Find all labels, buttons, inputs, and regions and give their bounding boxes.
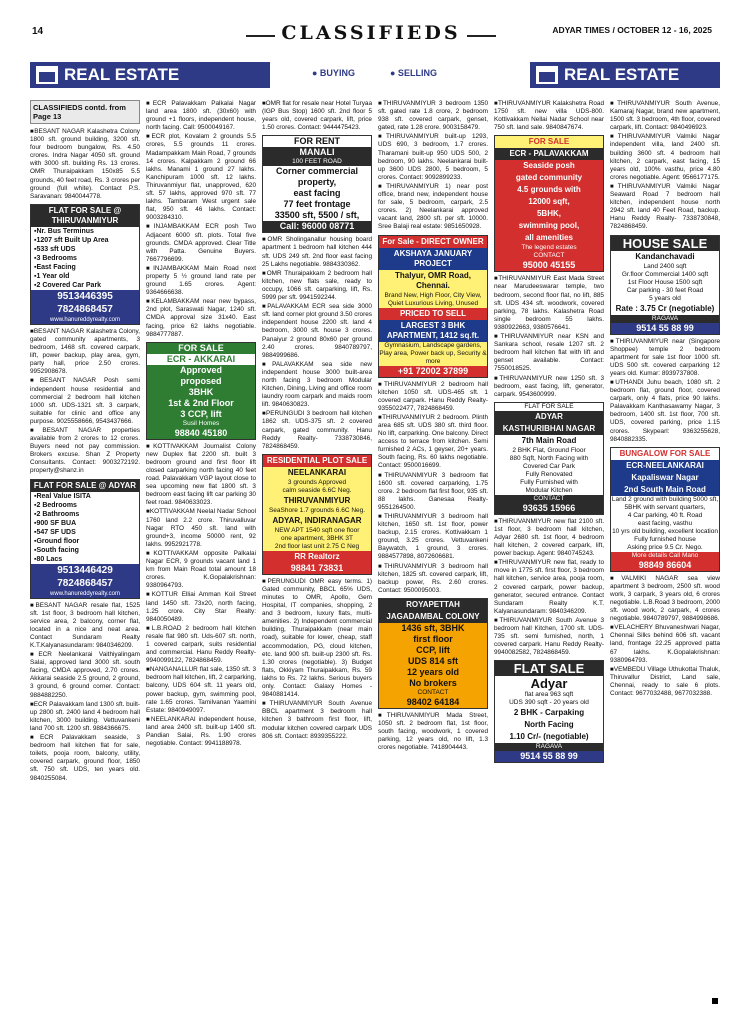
ad-feature-line: ▪East Facing [34, 263, 76, 271]
classified-ad: ■ ECR Palavakkam seaside, 3 bedroom hall kitchen flat for sale, toilets, pooja room, balcony, utility, covered carpark, ground floor, 1850 sft. 750 sft. UDS, ten years old. 9840255084. [30, 734, 140, 783]
classified-ad: ■ THIRUVANMIYUR new flat 2100 sft. 1st floor, 3 bedroom hall kitchen, Adyar 2680 sft. 1st floor, 4 bedroom hall kitchen, 2 covered carpark, lift, power backup. Agent: 9840745243. [494, 518, 604, 558]
ad-feature-line: ▪1207 sft Built Up Area [34, 236, 109, 244]
akshaya-direct-owner-ad: For Sale - DIRECT OWNER AKSHAYA JANUARY PROJECT Thalyur, OMR Road, Chennai. Brand New, High Floor, City View, Quiet Luxurious Living, Unused PRICED TO SELL LARGEST 3 BHK APARTMENT, 1412 sq.ft. Gymnasium, Landscape gardens, Play area, Power back up, Security & more +91 72002 37899 [379, 236, 487, 376]
classified-ad: ■ ECR Palavakkam Palkalai Nagar land area 1800 sft. (30x60) with ground +1 floors, independent house, north facing. Call: 9500049167. [146, 100, 256, 132]
classified-ad: ■ PALAVAKKAM sea side new independent house 3000 built-area north facing 3 bedroom Modular Kitchen, Dining, Living and office room laundry room carpark and maids room lift. 9840630823. [262, 361, 372, 410]
column-6 [610, 100, 720, 1010]
classified-ad: ■ KELAMBAKKAM near new bypass, 2nd plot, Saraswati Nagar, 1240 sft. CMDA approval size 31x40. East facing, price 62 lakhs negotiable. 9884777887. [146, 298, 256, 338]
ad-list [262, 578, 372, 741]
ad-list [610, 575, 720, 698]
house-icon [36, 66, 58, 84]
flat-for-sale-thiruvanmiyur-ad: FLAT FOR SALE @ THIRUVANMIYUR ▪Nr. Bus Terminus ▪1207 sft Built Up Area ▪533 sft UDS ▪3 Bedrooms ▪East Facing ▪1 Year old ▪2 Covered Car Park 9513446395 7824868457 www.hanureddyrealty.com [30, 204, 140, 325]
classified-ad: ■ OMR Thuraipakkam 2 bedroom hall kitchen, new flats sale, ready to occupy, 1066 sft. carparking, lift, Rs. 5999 per sft. 9941592244. [262, 270, 372, 302]
classified-ad: ■ UTHANDI Juhu beach, 1080 sft. 2 bedroom flat, ground floor, covered carpark, only 4 flats, price 90 lakhs. Palavakkam Kanthasawamy Nagar, 3 bedroom, 1400 sft. 1st floor, 700 sft. UDS, covered parking, price 1.15 crores. Skypearl: 9363255628, 9840882335. [610, 379, 720, 444]
house-icon [536, 66, 558, 84]
classified-ad: ■ THIRUVANMIYUR new flat, ready to move in 1775 sft. first floor, 3 bedroom hall kitchen, service area, pooja room, 2 covered carpark, power backup, generator, secured entrance. Contact Sundaram Realty K.T. Kalyanasundaram: 9840346209. [494, 559, 604, 616]
ad-feature-line: ▪3 Bedrooms [34, 254, 77, 262]
classified-ad: ■ VELACHERY Bhuvaneshwari Nagar, Chennai Silks behind 606 sft. vacant land, frontage 22.25 approved patta 67 lakhs. K.Gopalakrishnan: 9380964793. [610, 624, 720, 664]
ad-list [378, 712, 488, 752]
for-rent-manali-ad: FOR RENT MANALI 100 FEET ROAD Corner commercial property, east facing 77 feet frontage 33500 sft, 5500 / sft, Call: 96000 08771 [262, 135, 372, 233]
footer-marker [712, 998, 718, 1004]
column-3 [262, 100, 372, 1010]
selling-tag: ● SELLING [390, 68, 437, 78]
ad-feature-line: ▪2 Covered Car Park [34, 281, 102, 289]
page-header [26, 22, 716, 48]
flat-sale-adyar-ad: FLAT SALE Adyar flat area 963 sqft UDS 390 sqft - 20 years old 2 BHK - Carpaking North Facing 1.10 Cr/- (negotiable) RAGAVA 9514 55 88 99 [494, 660, 604, 763]
classified-ad: ■ THIRUVANMIYUR built-up 1293, UDS 690, 3 bedroom, 1.7 crores. Tharamani built-up 950 UDS 500, 2 bedroom, 90 lakhs. Neelankarai built-up 3600 UDS 2800, 5 bedroom, 5 crores. Contact: 9092899233. [378, 133, 488, 182]
ad-list [262, 100, 372, 132]
ad-list [610, 100, 720, 232]
ad-feature-line: ▪533 sft UDS [34, 245, 76, 253]
column-2 [146, 100, 256, 1010]
ad-list [30, 128, 140, 201]
classified-ad: ■ ECR Neelankarai Vaithiyalingam Salai, approved land 3000 sft. south facing, CMDA approved, 2.70 crores. Akkarai seaside 2.5 ground, 2 ground, 3 ground, 6 ground corner. Contact: 9884882250. [30, 651, 140, 700]
bungalow-for-sale-ad: BUNGALOW FOR SALE ECR-NEELANKARAI Kapaliswar Nagar 2nd South Main Road Land 2 ground with building 5000 sft, 5BHK with servant quarters, 4 Car parking, 40 ft. Road east facing, vasthu 10 yrs old building, excellent location Fully furnished house Asking price 9.5 Cr. Nego. More details Call Mano 98849 86604 [611, 448, 719, 570]
ad-list [146, 100, 256, 339]
classified-ad: ■ VALMIKI NAGAR sea view apartment 3 bedroom, 2500 sft. wood work, 3 carpark, 3 years old, 6 crores negotiable. L.B.Road 3 bedroom, 2000 sft. wood work, 2 carpark, 4 crores negotiable. 9840789797, 9884998686. [610, 575, 720, 624]
classified-ad: ■ INJAMBAKKAM ECR posh Two Adjacent 6000 sft. plots. Total five grounds. CMDA approved. Clear Title with Patta. Genuine Buyers. 7667796699. [146, 223, 256, 263]
ad-feature-line: ▪Ground floor [34, 537, 80, 545]
classified-ad: ■ THIRUVANMIYUR 3 bedroom hall kitchen, 1825 sft. covered carpark, lift, backup power, Rs. 2.60 crores. Contact: 9500095003. [378, 563, 488, 595]
classified-ad: ■ INJAMBAKKAM Main Road next property 5 ½ ground land rate per ground 1.65 crores. Agent: 9364666638. [146, 265, 256, 297]
page-number: 14 [32, 26, 44, 37]
ecr-akkarai-ad: FOR SALE ECR - AKKARAI Approved proposed 3BHK 1st & 2nd Floor 3 CCP, lift Susil Homes 98840 45180 [146, 342, 256, 440]
classified-ad: ■ PALAVAKKAM ECR sea side 3000 sft. land corner plot ground 3.50 crores independent house 2200 sft. land 4 bedroom, 3000 sft. house 3 crores. Panaiyur 2 ground 80x60 per ground 2.40 crores. 9840789797, 9884999686. [262, 303, 372, 360]
column-4 [378, 100, 488, 1010]
classified-ad: ■ THIRUVANMIYUR Valmiki Nagar Seaward Road 7 bedroom hall kitchen, independent house north 2942 sft. land 40 Feet Road, backup. Hanu Reddy Realty- 7338730848, 7824868459. [610, 183, 720, 232]
classified-ad: ■ KOTTIVAKKAM opposite Palkalai Nagar ECR, 9 grounds vacant land 1 km from Main Road total amount 18 crores. K.Gopalakrishnan: 9380964793. [146, 550, 256, 590]
ad-feature-line: ▪900 SF BUA [34, 519, 77, 527]
classified-ad: ■ THIRUVANMIYUR Mada Street, 1050 sft. 2 bedroom flat, 1st floor, south facing, woodwork, 1 covered parking, 12 years old, no lift, 1.3 crores negotiable. 7418904443. [378, 712, 488, 752]
classified-ad: ■ KOTTIVAKKAM Neelal Nadar School 1760 land 2.2 crore. Thiruvalluvar Nagar RTO 450 sft. land with ground+3, income 50000 rent, 92 lakhs. 9952921778. [146, 508, 256, 548]
publication-date: ADYAR TIMES / OCTOBER 12 - 16, 2025 [552, 25, 712, 35]
classified-ad: ■ VEMBEDU Village Uthukottai Thaluk, Thiruvallur District, Land sale, Chennai, ready to sale 6 plots. Contact: 9677032488, 9677032388. [610, 666, 720, 698]
classified-ad: ■ THIRUVANMIYUR East Mada Street near Marudeeswarar temple, two bedroom, second floor flat, no lift, 885 sft. UDS 434 sft. woodwork, covered parking, 78 lakhs. Kalashetra Road single bedroom 55 lakhs. 9380922663, 9380576641. [494, 275, 604, 332]
ad-feature-line: ▪Real Value ISITA [34, 492, 91, 500]
classified-ad: ■ THIRUVANMIYUR near KSN and Sankara school, resale 1207 sft. 2 bedroom hall kitchen flat with lift and genset available. Contact: 7550018525. [494, 333, 604, 373]
ad-list [30, 328, 140, 476]
classified-ad: ■ PERUNGUDI OMR easy terms. 1) Gated community, BBCL 65% UDS, minutes to OMR, Apollo, Gem Hospital, IT companies, shopping, 2 and 3 bedroom, luxury flats, multi-amenities. 2) Independent commercial building, Thuraipakkam (near main road), suitable for lower, cheap, staff accommodation, PG, cloud kitchen, etc. land 900 sft. built-up 2300 sft. Rs. 1.30 crores (negotiable). 3) Budget flats, Okkiyam Thuraipakkam, Rs. 59 lakhs to Rs. 72 lakhs. Serious buyers only. Contact: Galaxy Homes - 9840881414. [262, 578, 372, 699]
real-estate-banner [30, 62, 720, 88]
ad-list [378, 100, 488, 232]
residential-plot-sale-ad: RESIDENTIAL PLOT SALE NEELANKARAI 3 grounds Approved calm seaside 6.6C Neg. THIRUVANMIYUR SeaShore 1.7 grounds 6.6C Neg. ADYAR, INDIRANAGAR NEW APT 1540 sqft one floor one apartment, 3BHK 3T 2nd floor last unit 2.75 C Neg RR Realtorz 98841 73831 [262, 454, 372, 575]
classifieds-columns [30, 100, 720, 1010]
real-estate-heading-right: REAL ESTATE [530, 62, 720, 88]
ad-list [494, 518, 604, 658]
classified-ad: ■ BESANT NAGAR Posh semi independent house residential and commercial 2 bedroom hall kitchen 1000 sft. UDS-1321 sft. 3 carpark, suitable for clinic and office any purpose. 9025558666, 9543437666. [30, 377, 140, 426]
classified-ad: ■ NANGANALLUR flat sale, 1350 sft. 3 bedroom hall kitchen, lift, 2 carparking, balcony, UDS 604 sft. 11 years old, power backup, gym, swimming pool, rate 1.65 crores. Tamilvanan Yaamini Estate: 9840949097. [146, 666, 256, 715]
classified-ad: ■ BESANT NAGAR resale flat, 1525 sft. 1st floor, 3 bedroom hall kitchen, service area, 2 balcony, corner flat, located in a nice and neat area. Contact Sundaram Realty K.T.Kalyanasundaram: 9840346209. [30, 602, 140, 651]
ad-feature-line: ▪South facing [34, 546, 79, 554]
classified-ad: ■ ECR plot, Kovalam 2 grounds 5.5 crores, 5.5 grounds 11 crores. Madampakkam Main Road, 7 grounds 14 crores. Kalpakkam 2 ground 66 lakhs. Manami 1 ground 27 lakhs. Kanchipuram 1000 sft. 12 lakhs. Thiruvanmiyur flat, unapproved, 620 sft. 57 lakhs, approved 970 sft. 77 lakhs. Tambaram West urgent sale flat, 950 sft. 46 lakhs. Contact: 9003284310. [146, 133, 256, 222]
ad-feature-line: ▪Nr. Bus Terminus [34, 227, 94, 235]
ad-feature-line: ▪547 SF UDS [34, 528, 76, 536]
classified-ad: ■ THIRUVANMIYUR 3 bedroom hall kitchen, 1650 sft. 1st floor, power backup, 2.15 crores. Kottivakkam 1 ground, 3.25 crores. Vettuvankeni Baywatch, 1 ground, 3 crores. 9884577898, 8072606681. [378, 513, 488, 562]
classified-ad: ■ L.B.ROAD 2 bedroom hall kitchen resale flat 980 sft. Uds-607 sft. north, 1 covered carpark, suits residential and commercial. Hanu Reddy Realty- 9940099122, 7824868459. [146, 625, 256, 665]
ecr-palavakkam-ad: FOR SALE ECR - PALAVAKKAM Seaside posh gated community 4.5 grounds with 12000 sqft, 5BHK, swimming pool, all amenities The legend estates CONTACT 95000 45155 [494, 135, 604, 272]
ad-feature-line: ▪2 Bathrooms [34, 510, 80, 518]
classified-ad: ■ PERUNGUDI 3 bedroom hall kitchen 1862 sft. UDS-375 sft. 2 covered carpark, gated community. Hanu Reddy Realty- 7338730846, 7824868459. [262, 410, 372, 450]
royapettah-ad: ROYAPETTAH JAGADAMBAL COLONY 1436 sft, 3BHK first floor CCP, lift UDS 814 sft 12 years old No brokers CONTACT 98402 64184 [378, 598, 488, 709]
classified-ad: ■ THIRUVANMIYUR Kalakshetra Road 1750 sft. new villa UDS-800. Kottivakkam Nellai Nadar School near 750 sft. land sale. 9840847674. [494, 100, 604, 132]
classified-ad: ■ THIRUVANMIYUR new 1250 sft. 3 bedroom, east facing, lift, generator, carpark. 9543600999. [494, 375, 604, 399]
ad-list [30, 602, 140, 783]
buying-tag: ● BUYING [312, 68, 355, 78]
classified-ad: ■ OMR flat for resale near Hotel Turyaa (IGP Bus Stop) 1600 sft. 2nd floor 5 years old, covered carpark, lift, price 1.50 crores. Contact: 9444475423. [262, 100, 372, 132]
classified-ad: ■ THIRUVANMIYUR 2 bedroom hall kitchen 1050 sft. UDS-465 sft. 1 covered carpark. Hanu Reddy Realty- 9355022477, 7824868459. [378, 381, 488, 413]
classified-ad: ■ THIRUVANMIYUR Valmiki Nagar independent villa, land 2400 sft. building 3600 sft. 4 bedroom hall kitchen, 2 carpark, east facing, 15 years old, 100% vasthu, price 4.80 crores negotiable. Agent: 9566177175. [610, 133, 720, 182]
classified-ad: ■ THIRUVANMIYUR 3 bedroom 1350 sft. gated rate 1.8 crore, 2 bedroom 938 sft. covered carpark, genset, gated, rate 1.28 crore. 9003158479. [378, 100, 488, 132]
section-title: CLASSIFIEDS [26, 22, 716, 44]
classified-ad: ■ BESANT NAGAR properties available from 2 crores to 12 crores. Buyers need not pay commission. Brokers excuse. Shan Z Property Consultants. Contact: 9003272192. property@shanz.in [30, 427, 140, 476]
ad-list [262, 236, 372, 450]
classified-ad: ■ THIRUVANMIYUR South Avenue BBCL apartment 3 bedroom hall kitchen 3 bathroom first floor, lift, modular kitchen covered carpark UDS 806 sft. Contact: 8939355222. [262, 700, 372, 740]
classified-ad: ■ ECR Palavakkam land 1300 sft. built-up 2800 sft. 2400 land 4 bedroom hall kitchen, 3000 building. Vettuvankeni land 700 sft. 1200 sft. 9884366675. [30, 701, 140, 733]
column-5 [494, 100, 604, 1010]
classified-ad: ■ THIRUVANMIYUR South Avenue, Kamaraj Nagar, brand new apartment, 1500 sft. 3 bedroom, 4th floor, covered carpark, lift. Contact: 9840496923. [610, 100, 720, 132]
ad-list [378, 381, 488, 595]
ad-feature-line: ▪1 Year old [34, 272, 70, 280]
ad-feature-line: ▪80 Lacs [34, 555, 63, 563]
classified-ad: ■ THIRUVANMIYUR near (Singapore Shoppee) temple 2 bedroom apartment for sale 1st floor 1000 sft. UDS 500 sft. covered carparking 12 years old. Kumar: 8939737808. [610, 338, 720, 378]
continued-caption: CLASSIFIEDS contd. from Page 13 [30, 100, 140, 124]
classified-ad: ■ BESANT NAGAR Kalashetra Colony 1800 sft. ground building, 3200 sft. four bedroom bungalow, Rs. 4.50 crores. Indra Nagar 4050 sft. ground with 3000 sft. building Rs. 13 crores. OMR Thuraipakkam 150x85 5.5 grounds, 40 feet road, Rs. 3 crores per ground (full white). Contact P.S. Saravanan: 9840044778. [30, 128, 140, 201]
house-sale-kandanchavadi-ad: HOUSE SALE Kandanchavadi Land 2400 sqft Gr.floor Commercial 1400 sqft 1st Floor House 1500 sqft Car parking - 30 feet Road 5 years old Rate : 3.75 Cr (negotiable) RAGAVA 9514 55 88 99 [610, 235, 720, 335]
ad-feature-line: ▪2 Bedrooms [34, 501, 77, 509]
ad-list [146, 443, 256, 748]
classified-ad: ■ THIRUVANMIYUR 2 bedroom. Plinth area 685 sft. UDS 380 sft. third floor. No lift, carparking. One balcony. Direct access to terrace from kitchen. Semi furnished 2 ACs, 1 geyser, 20+ years. South facing, Rs. 60 lakhs negotiable. Contact: 9500016699. [378, 414, 488, 471]
flat-for-sale-adyar-ad: FLAT FOR SALE @ ADYAR ▪Real Value ISITA ▪2 Bedrooms ▪2 Bathrooms ▪900 SF BUA ▪547 SF UDS ▪Ground floor ▪South facing ▪80 Lacs 9513446429 7824868457 www.hanureddyrealty.com [30, 479, 140, 599]
classified-ad: ■ BESANT NAGAR Kalashetra Colony, gated community apartments, 3 bedroom, 1468 sft. covered carpark, lift, power backup, play area, gym, party hall, price 2.50 crores. 9952908678. [30, 328, 140, 377]
classified-ad: ■ KOTTUR Elliai Amman Koil Street land 1450 sft. 73x20, north facing, 1.25 crore. City Star Realty: 9840050489. [146, 591, 256, 623]
ad-list [494, 275, 604, 398]
classified-ad: ■ KOTTIVAKKAM Journalist Colony new Duplex flat 2200 sft. built 3 bedroom ground and first floor lift closed carparking north facing 40 feet road. Palavakkam VGP layout close to sea upcoming new flat 1800 sft. 3 bedroom east facing lift car parking 30 feet road. 9840633023. [146, 443, 256, 508]
classified-ad: ■ THIRUVANMIYUR 1) near post office, brand new, independent house for sale, 5 bedroom, carpark, 2.5 crores. 2) Neelankarai approved vacant land, 2800 sft. per sft. 10000. Sree Balaji real estate: 9851650928. [378, 183, 488, 232]
classified-ad: ■ OMR Sholinganallur housing board apartment 1 bedroom hall kitchen 444 sft. UDS 249 sft. 2nd floor east facing 25 Lakhs negotiable. 9884330362. [262, 236, 372, 268]
ad-list [610, 338, 720, 444]
kasthuribhai-nagar-ad: FLAT FOR SALE ADYAR KASTHURIBHAI NAGAR 7th Main Road 2 BHK Flat, Ground Floor 880 Sqft, North Facing with Covered Car Park Fully Renovated Fully Furnished with Modular Kitchen CONTACT 93635 15966 [494, 402, 604, 515]
classified-ad: ■ THIRUVANMIYUR 3 bedroom flat 1600 sft. covered carparking, 1.75 crore. 2 bedroom flat first floor, 935 sft. 88 lakhs. Ganesaa Realty- 9551264500. [378, 472, 488, 512]
classified-ad: ■ THIRUVANMIYUR South Avenue 3 bedroom hall Kitchen, 1700 sft. UDS-735 sft. semi furnished, north, 1 covered carpark. Hanu Reddy Realty- 9940082582, 7824868459. [494, 617, 604, 657]
column-1 [30, 100, 140, 1010]
ad-list [494, 100, 604, 132]
classified-ad: ■ NEELANKARAI independent house, land area 2400 sft. built-up 1400 sft. Pandian Salai, Rs. 1.90 crores negotiable. Contact: 9941188978. [146, 716, 256, 748]
real-estate-heading-left: REAL ESTATE [30, 62, 270, 88]
